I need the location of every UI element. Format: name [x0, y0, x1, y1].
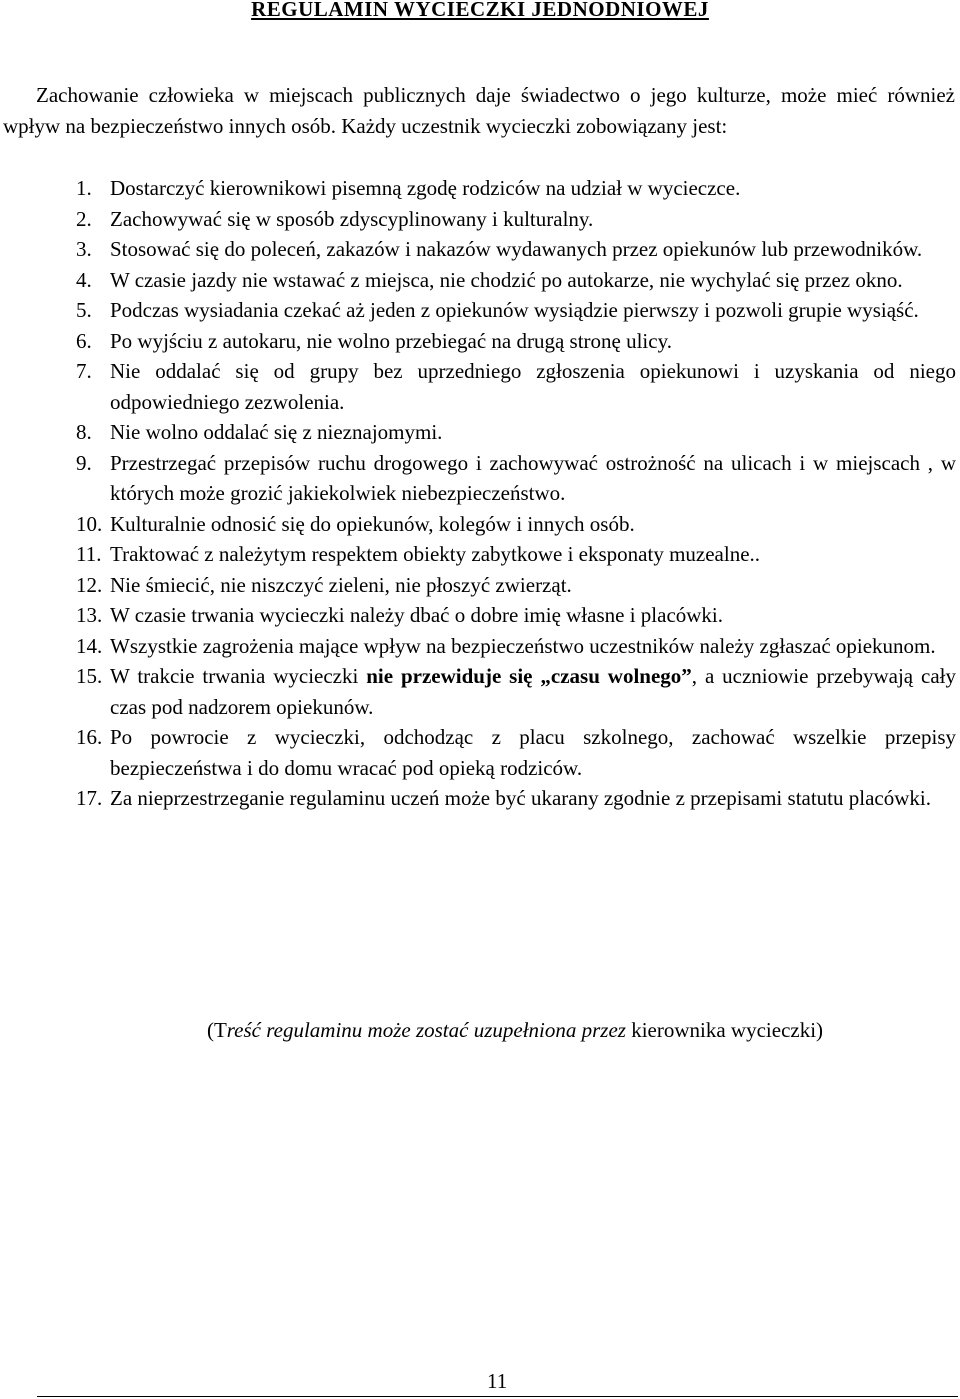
footnote-close: kierownika wycieczki)	[625, 1018, 824, 1042]
rule-number: 10.	[76, 511, 103, 536]
rule-text: Kulturalnie odnosić się do opiekunów, kolegów i innych osób.	[110, 511, 635, 536]
rule-text: Traktować z należytym respektem obiekty zabytkowe i eksponaty muzealne..	[110, 542, 761, 566]
rule-item	[76, 295, 956, 326]
rule-item	[76, 783, 956, 814]
rule-item	[76, 173, 956, 204]
rule-number: 11.	[76, 542, 102, 566]
rule-item	[76, 204, 956, 235]
rule-item	[76, 631, 956, 662]
intro-paragraph: Zachowanie człowieka w miejscach publicznych daje świadectwo o jego kulturze, może mieć również wpływ na bezpieczeństwo innych osób. Każdy uczestnik wycieczki zobowiązany jest:	[3, 83, 955, 138]
rule-item	[76, 417, 956, 448]
rule-item	[76, 509, 956, 540]
rule-text: W czasie trwania wycieczki należy dbać o dobre imię własne i placówki.	[110, 603, 724, 627]
rule-item	[76, 356, 956, 417]
rule-text: Zachowywać się w sposób zdyscyplinowany i kulturalny.	[110, 206, 594, 231]
rule-item	[76, 326, 956, 357]
rule-text: Stosować się do poleceń, zakazów i nakazów wydawanych przez opiekunów lub przewodników.	[110, 237, 923, 261]
rule-text: Wszystkie zagrożenia mające wpływ na bezpieczeństwo uczestników należy zgłaszać opiekunom.	[110, 633, 936, 658]
rule-text: Nie wolno oddalać się z nieznajomymi.	[110, 420, 443, 444]
rule-text: W czasie jazdy nie wstawać z miejsca, nie chodzić po autokarze, nie wychylać się przez okno.	[110, 267, 903, 292]
rule-number: 7.	[76, 359, 92, 383]
page-number: 11	[487, 1369, 508, 1393]
rule-text-bold: nie przewiduje się „czasu wolnego”	[366, 664, 692, 688]
footnote-italic: reść regulaminu może zostać uzupełniona przez	[226, 1018, 626, 1042]
rule-item	[76, 570, 956, 601]
rule-text-before: W trakcie trwania wycieczki	[110, 664, 367, 688]
rule-text: Po powrocie z wycieczki, odchodząc z placu szkolnego, zachować wszelkie przepisy bezpieczeństwa i do domu wracać pod opieką rodziców.	[110, 725, 956, 780]
rule-number: 3.	[76, 237, 92, 261]
rule-text: Po wyjściu z autokaru, nie wolno przebiegać na drugą stronę ulicy.	[110, 328, 672, 353]
document-title: REGULAMIN WYCIECZKI JEDNODNIOWEJ	[251, 0, 709, 21]
rule-number: 8.	[76, 420, 92, 444]
rule-number: 5.	[76, 298, 92, 322]
rule-text: Za nieprzestrzeganie regulaminu uczeń może być ukarany zgodnie z przepisami statutu placówki.	[110, 786, 931, 810]
rules-list	[76, 173, 956, 814]
rule-number: 16.	[76, 725, 103, 749]
rule-number: 2.	[76, 206, 92, 231]
rule-text-after: , a uczniowie przebywają cały czas pod nadzorem opiekunów.	[110, 664, 956, 719]
rule-number: 17.	[76, 786, 103, 810]
rule-number: 4.	[76, 267, 92, 292]
rule-text	[110, 661, 956, 722]
rule-number: 1.	[76, 176, 92, 200]
footer-divider	[37, 1396, 958, 1397]
rule-number: 13.	[76, 603, 103, 627]
rule-number: 9.	[76, 450, 92, 475]
rule-item	[76, 539, 956, 570]
rule-text: Przestrzegać przepisów ruchu drogowego i zachowywać ostrożność na ulicach i w miejscach , w których może grozić jakiekolwiek niebezpieczeństwo.	[110, 450, 956, 505]
rule-item	[76, 661, 956, 722]
rule-item	[76, 448, 956, 509]
rule-item	[76, 265, 956, 296]
footnote-open: (T	[206, 1018, 227, 1042]
rule-number: 12.	[76, 572, 103, 597]
rule-item	[76, 722, 956, 783]
rule-text: Dostarczyć kierownikowi pisemną zgodę rodziców na udział w wycieczce.	[110, 176, 741, 200]
rule-number: 14.	[76, 633, 103, 658]
rule-number: 6.	[76, 328, 92, 353]
rule-item	[76, 234, 956, 265]
rule-number: 15.	[76, 664, 103, 688]
rule-text: Nie śmiecić, nie niszczyć zieleni, nie płoszyć zwierząt.	[110, 572, 572, 597]
rule-text: Nie oddalać się od grupy bez uprzedniego zgłoszenia opiekunowi i uzyskania od niego odpowiedniego zezwolenia.	[110, 359, 956, 414]
rule-item	[76, 600, 956, 631]
rule-text: Podczas wysiadania czekać aż jeden z opiekunów wysiądzie pierwszy i pozwoli grupie wysiąść.	[110, 298, 919, 322]
footnote	[0, 1015, 960, 1045]
